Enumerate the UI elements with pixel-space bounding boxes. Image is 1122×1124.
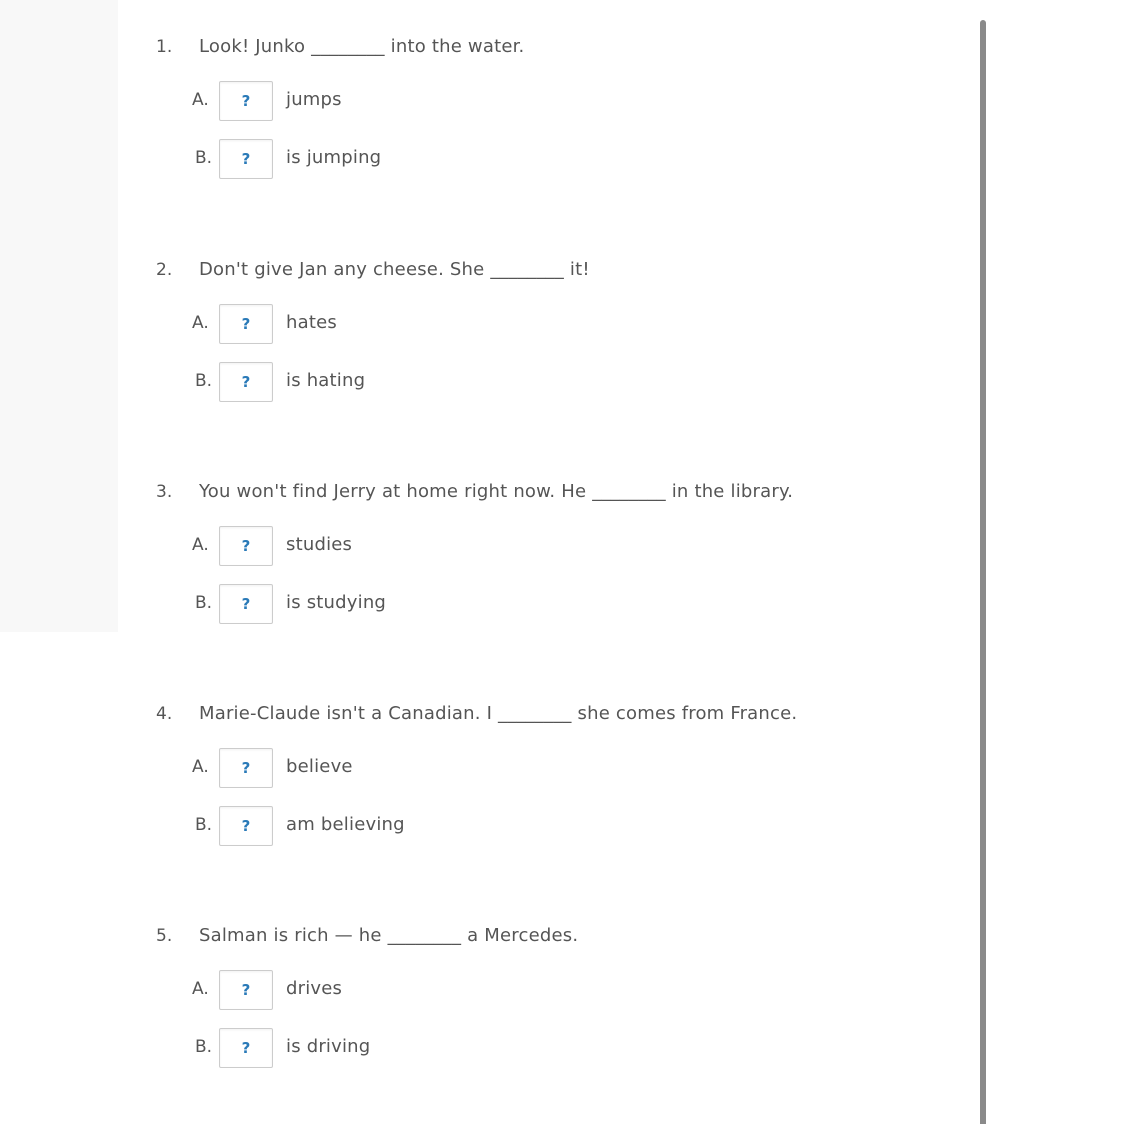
answer-box[interactable]: ? xyxy=(219,748,273,788)
answer-box[interactable]: ? xyxy=(219,81,273,121)
option-letter: B. xyxy=(195,1037,213,1057)
option-text: is hating xyxy=(286,370,366,391)
option-text: studies xyxy=(286,534,353,555)
question-5 xyxy=(0,901,1122,1101)
question-number: 2. xyxy=(156,260,173,280)
answer-box[interactable]: ? xyxy=(219,584,273,624)
option-b xyxy=(0,1028,700,1068)
option-letter: B. xyxy=(195,593,213,613)
option-b xyxy=(0,806,700,846)
option-letter: B. xyxy=(195,148,213,168)
question-number: 4. xyxy=(156,704,173,724)
question-text: Salman is rich — he ________ a Mercedes. xyxy=(199,925,579,946)
question-text: Don't give Jan any cheese. She ________ it! xyxy=(199,259,590,280)
question-4 xyxy=(0,679,1122,879)
question-number: 1. xyxy=(156,37,173,57)
option-text: believe xyxy=(286,756,353,777)
answer-box[interactable]: ? xyxy=(219,139,273,179)
question-text: Marie-Claude isn't a Canadian. I ________ she comes from France. xyxy=(199,703,798,724)
option-b xyxy=(0,362,700,402)
option-letter: B. xyxy=(195,371,213,391)
answer-box[interactable]: ? xyxy=(219,970,273,1010)
option-a xyxy=(0,304,700,344)
option-text: is jumping xyxy=(286,147,382,168)
answer-box[interactable]: ? xyxy=(219,304,273,344)
option-a xyxy=(0,970,700,1010)
option-letter: A. xyxy=(192,757,209,777)
option-letter: A. xyxy=(192,313,209,333)
option-b xyxy=(0,584,700,624)
question-number: 5. xyxy=(156,926,173,946)
option-a xyxy=(0,81,700,121)
option-letter: B. xyxy=(195,815,213,835)
option-a xyxy=(0,748,700,788)
option-text: jumps xyxy=(286,89,342,110)
vertical-scrollbar[interactable] xyxy=(980,20,986,1124)
answer-box[interactable]: ? xyxy=(219,362,273,402)
question-1 xyxy=(0,12,1122,212)
question-number: 3. xyxy=(156,482,173,502)
answer-box[interactable]: ? xyxy=(219,806,273,846)
question-text: You won't find Jerry at home right now. He ________ in the library. xyxy=(199,481,794,502)
option-text: drives xyxy=(286,978,343,999)
option-letter: A. xyxy=(192,979,209,999)
option-letter: A. xyxy=(192,535,209,555)
option-text: hates xyxy=(286,312,337,333)
question-3 xyxy=(0,457,1122,657)
answer-box[interactable]: ? xyxy=(219,1028,273,1068)
question-2 xyxy=(0,235,1122,435)
answer-box[interactable]: ? xyxy=(219,526,273,566)
option-letter: A. xyxy=(192,90,209,110)
option-a xyxy=(0,526,700,566)
question-text: Look! Junko ________ into the water. xyxy=(199,36,525,57)
option-text: is driving xyxy=(286,1036,371,1057)
option-b xyxy=(0,139,700,179)
option-text: is studying xyxy=(286,592,387,613)
option-text: am believing xyxy=(286,814,405,835)
